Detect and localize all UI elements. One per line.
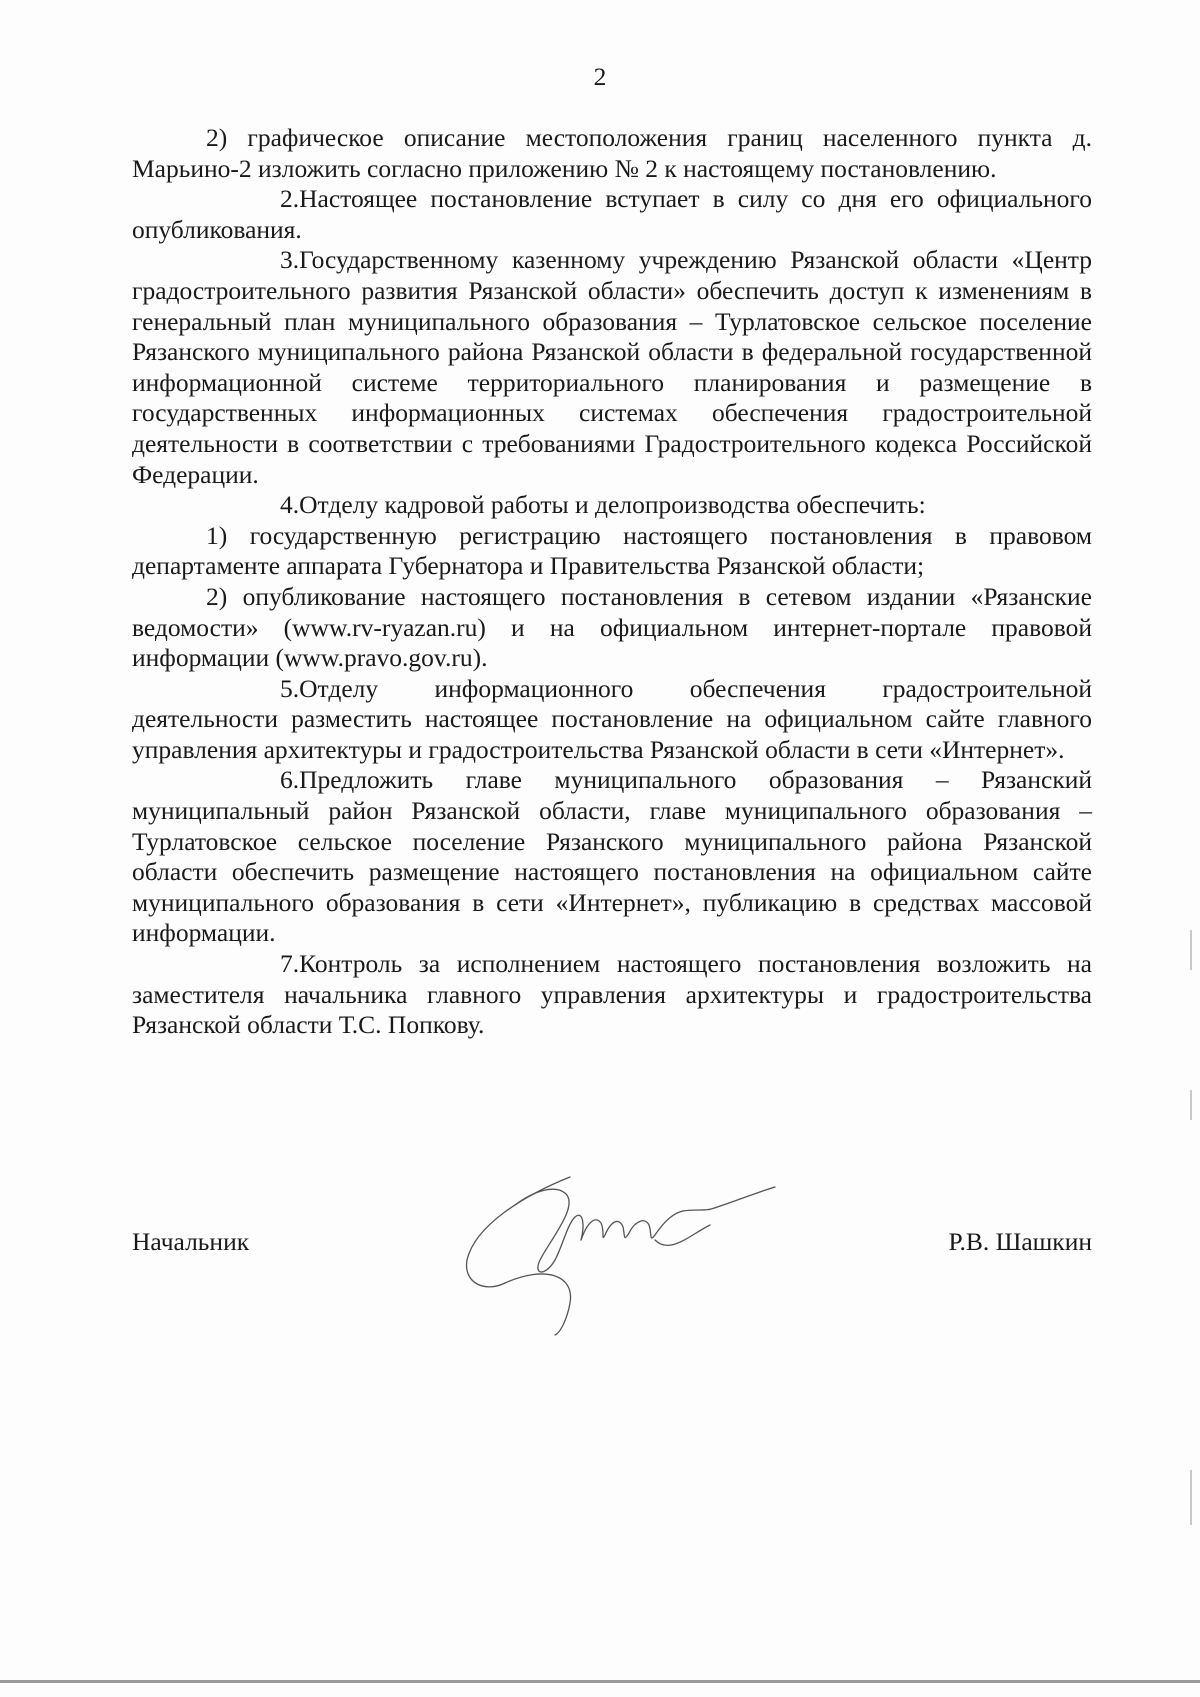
paragraph-number: 2. bbox=[280, 184, 300, 214]
scan-edge-mark bbox=[1190, 930, 1192, 970]
scan-bottom-edge bbox=[0, 1680, 1200, 1683]
paragraph-6 bbox=[132, 765, 1092, 949]
paragraph-number: 4. bbox=[280, 490, 300, 520]
paragraph-text: Контроль за исполнением настоящего постановления возложить на заместителя начальника главного управления архитектуры и градостроительства Рязанской области Т.С. Попкову. bbox=[132, 949, 1092, 1040]
signatory-title: Начальник bbox=[132, 1227, 250, 1256]
paragraph-text: Отделу информационного обеспечения градостроительной деятельности разместить настоящее постановление на официальном сайте главного управления архитектуры и градостроительства Рязанской области в сети «Интернет». bbox=[132, 673, 1092, 764]
scan-edge-mark bbox=[1190, 1470, 1192, 1525]
paragraph-text: Государственному казенному учреждению Рязанской области «Центр градостроительного развития Рязанской области» обеспечить доступ к изменениям в генеральный план муниципального образования – Турлатовское сельское поселение Рязанского муниципального района Рязанской области в федеральной государственной информационной системе территориального планирования и размещение в государственных информационных системах обеспечения градостроительной деятельности в соответствии с требованиями Градостроительного кодекса Российской Федерации. bbox=[132, 245, 1092, 489]
paragraph-text: 2) графическое описание местоположения границ населенного пункта д. Марьино-2 изложить согласно приложению № 2 к настоящему постановлению. bbox=[132, 123, 1092, 183]
paragraph-text: Настоящее постановление вступает в силу со дня его официального опубликования. bbox=[132, 184, 1092, 244]
paragraph-4-item-2 bbox=[132, 582, 1092, 674]
paragraph-2 bbox=[132, 184, 1092, 245]
paragraph-text: Отделу кадровой работы и делопроизводства обеспечить: bbox=[299, 490, 926, 520]
paragraph-5 bbox=[132, 674, 1092, 766]
document-body bbox=[132, 123, 1092, 1041]
signature-block bbox=[132, 1227, 1092, 1267]
paragraph-text: 2) опубликование настоящего постановления в сетевом издании «Рязанские ведомости» (www.rv-ryazan.ru) и на официальном интернет-портале правовой информации (www.pravo.gov.ru). bbox=[132, 581, 1092, 673]
paragraph-7 bbox=[132, 949, 1092, 1041]
paragraph-text: Предложить главе муниципального образования – Рязанский муниципальный район Рязанской области, главе муниципального образования – Турлатовское сельское поселение Рязанского муниципального района Рязанской области обеспечить размещение настоящего постановления на официальном сайте муниципального образования в сети «Интернет», публикацию в средствах массовой информации. bbox=[132, 765, 1092, 948]
paragraph-number: 6. bbox=[280, 765, 300, 795]
paragraph-4-item-1 bbox=[132, 521, 1092, 582]
paragraph-4 bbox=[132, 490, 1092, 521]
paragraph-number: 5. bbox=[280, 673, 300, 703]
paragraph-number: 3. bbox=[280, 245, 300, 275]
scan-edge-mark bbox=[1190, 1090, 1192, 1120]
paragraph-number: 7. bbox=[280, 949, 300, 979]
paragraph-item-2-2 bbox=[132, 123, 1092, 184]
paragraph-text: 1) государственную регистрацию настоящего постановления в правовом департаменте аппарата Губернатора и Правительства Рязанской области; bbox=[132, 520, 1092, 581]
signatory-name: Р.В. Шашкин bbox=[948, 1227, 1092, 1256]
paragraph-3 bbox=[132, 245, 1092, 490]
page-number: 2 bbox=[593, 62, 607, 91]
